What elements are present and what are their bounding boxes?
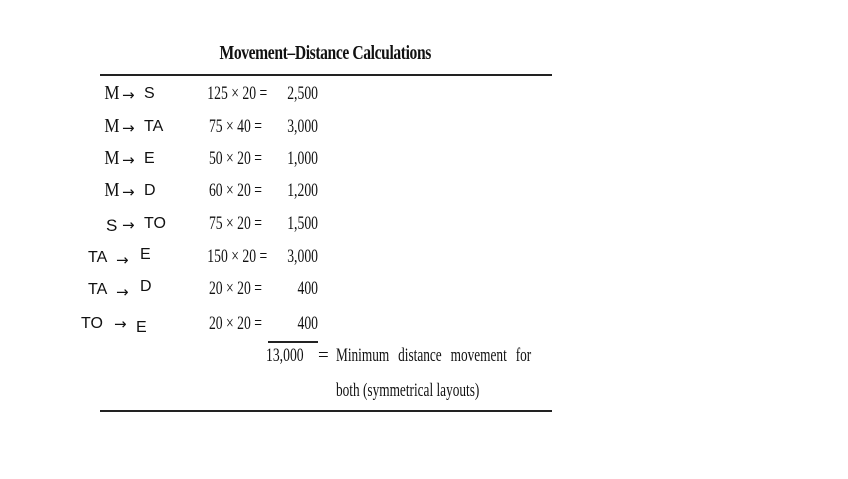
- row-calc: 150 × 20 =: [207, 246, 268, 267]
- row-calc: 60 × 20 =: [208, 180, 262, 201]
- row-calc: 50 × 20 =: [208, 148, 262, 169]
- row-calc: 75 × 20 =: [208, 213, 262, 234]
- arrow-icon: →: [122, 183, 135, 201]
- row-from: M: [104, 115, 120, 137]
- row-from: M: [104, 147, 120, 169]
- table-row: [0, 277, 560, 305]
- sum-rule: [268, 341, 318, 343]
- row-calc: 20 × 20 =: [208, 313, 262, 334]
- arrow-icon: →: [122, 216, 135, 234]
- arrow-icon: →: [122, 86, 135, 104]
- row-from: TA: [88, 249, 108, 266]
- row-to: E: [144, 150, 155, 167]
- row-calc: 20 × 20 =: [208, 278, 262, 299]
- table-row: [0, 147, 560, 175]
- row-value: 2,500: [287, 83, 318, 104]
- arrow-icon: →: [122, 119, 135, 137]
- row-to: D: [144, 182, 156, 199]
- row-from: TA: [88, 281, 108, 298]
- bottom-rule: [100, 410, 552, 412]
- row-value: 400: [297, 278, 318, 299]
- row-from: M: [104, 179, 120, 201]
- row-to: TA: [144, 118, 164, 135]
- arrow-icon: →: [116, 283, 129, 301]
- row-calc: 125 × 20 =: [207, 83, 268, 104]
- top-rule: [100, 74, 552, 76]
- row-from: M: [104, 82, 120, 104]
- total-note-line1: Minimum distance movement for: [336, 345, 532, 366]
- row-to: S: [144, 85, 155, 102]
- row-to: TO: [144, 215, 166, 232]
- row-value: 3,000: [287, 246, 318, 267]
- row-to: E: [140, 246, 151, 263]
- row-to: D: [140, 278, 152, 295]
- table-row: [0, 245, 560, 273]
- row-value: 1,500: [287, 213, 318, 234]
- arrow-icon: →: [114, 315, 127, 333]
- arrow-icon: →: [122, 151, 135, 169]
- row-from: TO: [81, 315, 103, 332]
- row-value: 1,000: [287, 148, 318, 169]
- row-value: 400: [297, 313, 318, 334]
- table-title: Movement–Distance Calculations: [219, 42, 431, 64]
- row-to: E: [136, 319, 147, 336]
- total-value: 13,000: [266, 345, 304, 366]
- row-from: S: [106, 216, 118, 235]
- table-row: [0, 82, 560, 110]
- total-note-line2: both (symmetrical layouts): [336, 380, 480, 401]
- total-equals: =: [318, 345, 329, 366]
- row-value: 1,200: [287, 180, 318, 201]
- row-calc: 75 × 40 =: [208, 116, 262, 137]
- table-row: [0, 212, 560, 240]
- arrow-icon: →: [116, 251, 129, 269]
- table-row: [0, 115, 560, 143]
- row-value: 3,000: [287, 116, 318, 137]
- table-row: [0, 312, 560, 340]
- table-row: [0, 179, 560, 207]
